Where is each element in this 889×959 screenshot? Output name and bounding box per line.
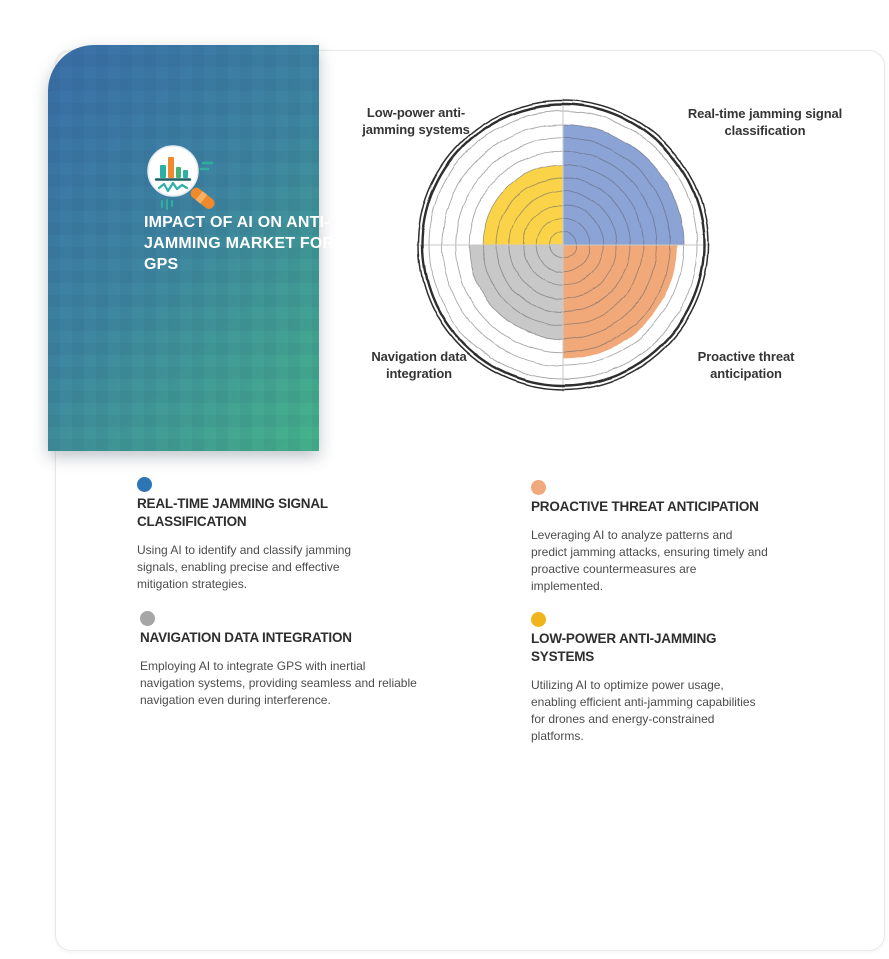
legend-dot-yellow (531, 612, 546, 627)
legend-item-navigation (140, 611, 418, 709)
legend-dot-gray (140, 611, 155, 626)
legend-heading: REAL-TIME JAMMING SIGNAL CLASSIFICATION (137, 496, 328, 529)
legend-body: Employing AI to integrate GPS with inertial navigation systems, providing seamless and reliable navigation even during interference. (140, 659, 417, 707)
chart-label-navigation: Navigation data integration (371, 349, 467, 381)
legend-heading: NAVIGATION DATA INTEGRATION (140, 630, 352, 645)
chart-label-low-power: Low-power anti-jamming systems (362, 105, 470, 137)
chart-label-proactive: Proactive threat anticipation (697, 349, 795, 381)
legend-dot-orange (531, 480, 546, 495)
legend-item-low-power (531, 612, 766, 745)
analytics-magnifier-icon (140, 143, 232, 219)
legend-item-proactive (531, 480, 771, 595)
page-title: IMPACT OF AI ON ANTI-JAMMING MARKET FOR GPS (144, 214, 335, 273)
legend-item-real-time (137, 477, 387, 593)
legend-body: Using AI to identify and classify jamming signals, enabling precise and effective mitigation strategies. (137, 543, 352, 591)
legend-body: Leveraging AI to analyze patterns and predict jamming attacks, ensuring timely and proactive countermeasures are implemented. (531, 528, 768, 593)
chart-label-real-time: Real-time jamming signal classification (687, 106, 843, 138)
title-card (48, 45, 335, 451)
chart-wedge (469, 245, 563, 339)
chart-wedge (483, 165, 563, 245)
legend-dot-blue (137, 477, 152, 492)
legend-heading: PROACTIVE THREAT ANTICIPATION (531, 499, 759, 514)
legend-body: Utilizing AI to optimize power usage, enabling efficient anti-jamming capabilities for drones and energy-constrained platforms. (531, 678, 756, 743)
legend-heading: LOW-POWER ANTI-JAMMING SYSTEMS (531, 631, 717, 664)
